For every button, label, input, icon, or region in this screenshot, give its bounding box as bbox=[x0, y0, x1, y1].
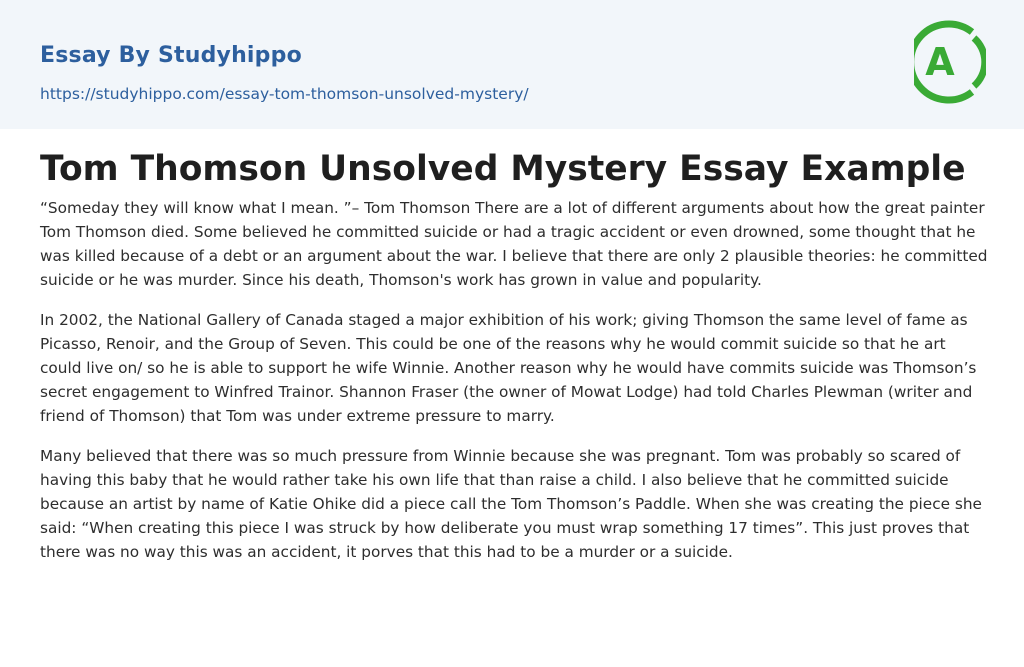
site-header bbox=[0, 0, 1024, 129]
article-paragraph-2: In 2002, the National Gallery of Canada staged a major exhibition of his work; giving Thomson the same level of fame as Picasso, Renoir, and the Group of Seven. This could be one of the reasons why he would commit suicide so that he art could live on/ so he is able to support he wife Winnie. Another reason why he would have commits suicide was Thomson’s secret engagement to Winfred Trainor. Shannon Fraser (the owner of Mowat Lodge) had told Charles Plewman (writer and friend of Thomson) that Tom was under extreme pressure to marry. bbox=[40, 311, 977, 425]
logo-letter: A bbox=[925, 40, 955, 84]
essay-url-link[interactable]: https://studyhippo.com/essay-tom-thomson-unsolved-mystery/ bbox=[40, 85, 529, 103]
article-paragraph-1: “Someday they will know what I mean. ”– Tom Thomson There are a lot of different arguments about how the great painter Tom Thomson died. Some believed he committed suicide or had a tragic accident or even drowned, some thought that he was killed because of a debt or an argument about the war. I believe that there are only 2 plausible theories: he committed suicide or he was murder. Since his death, Thomson's work has grown in value and popularity. bbox=[40, 199, 988, 289]
site-brand[interactable]: Essay By Studyhippo bbox=[40, 43, 302, 68]
article bbox=[0, 149, 1024, 564]
article-paragraph-3: Many believed that there was so much pressure from Winnie because she was pregnant. Tom was probably so scared of having this baby that he would rather take his own life that than raise a child. I also believe that he committed suicide because an artist by name of Katie Ohike did a piece call the Tom Thomson’s Paddle. When she was creating the piece she said: “When creating this piece I was struck by how deliberate you must wrap something 17 times”. This just proves that there was no way this was an accident, it porves that this had to be a murder or a suicide. bbox=[40, 447, 982, 561]
studyhippo-logo-icon[interactable] bbox=[914, 20, 986, 104]
page-title: Tom Thomson Unsolved Mystery Essay Example bbox=[40, 149, 966, 189]
